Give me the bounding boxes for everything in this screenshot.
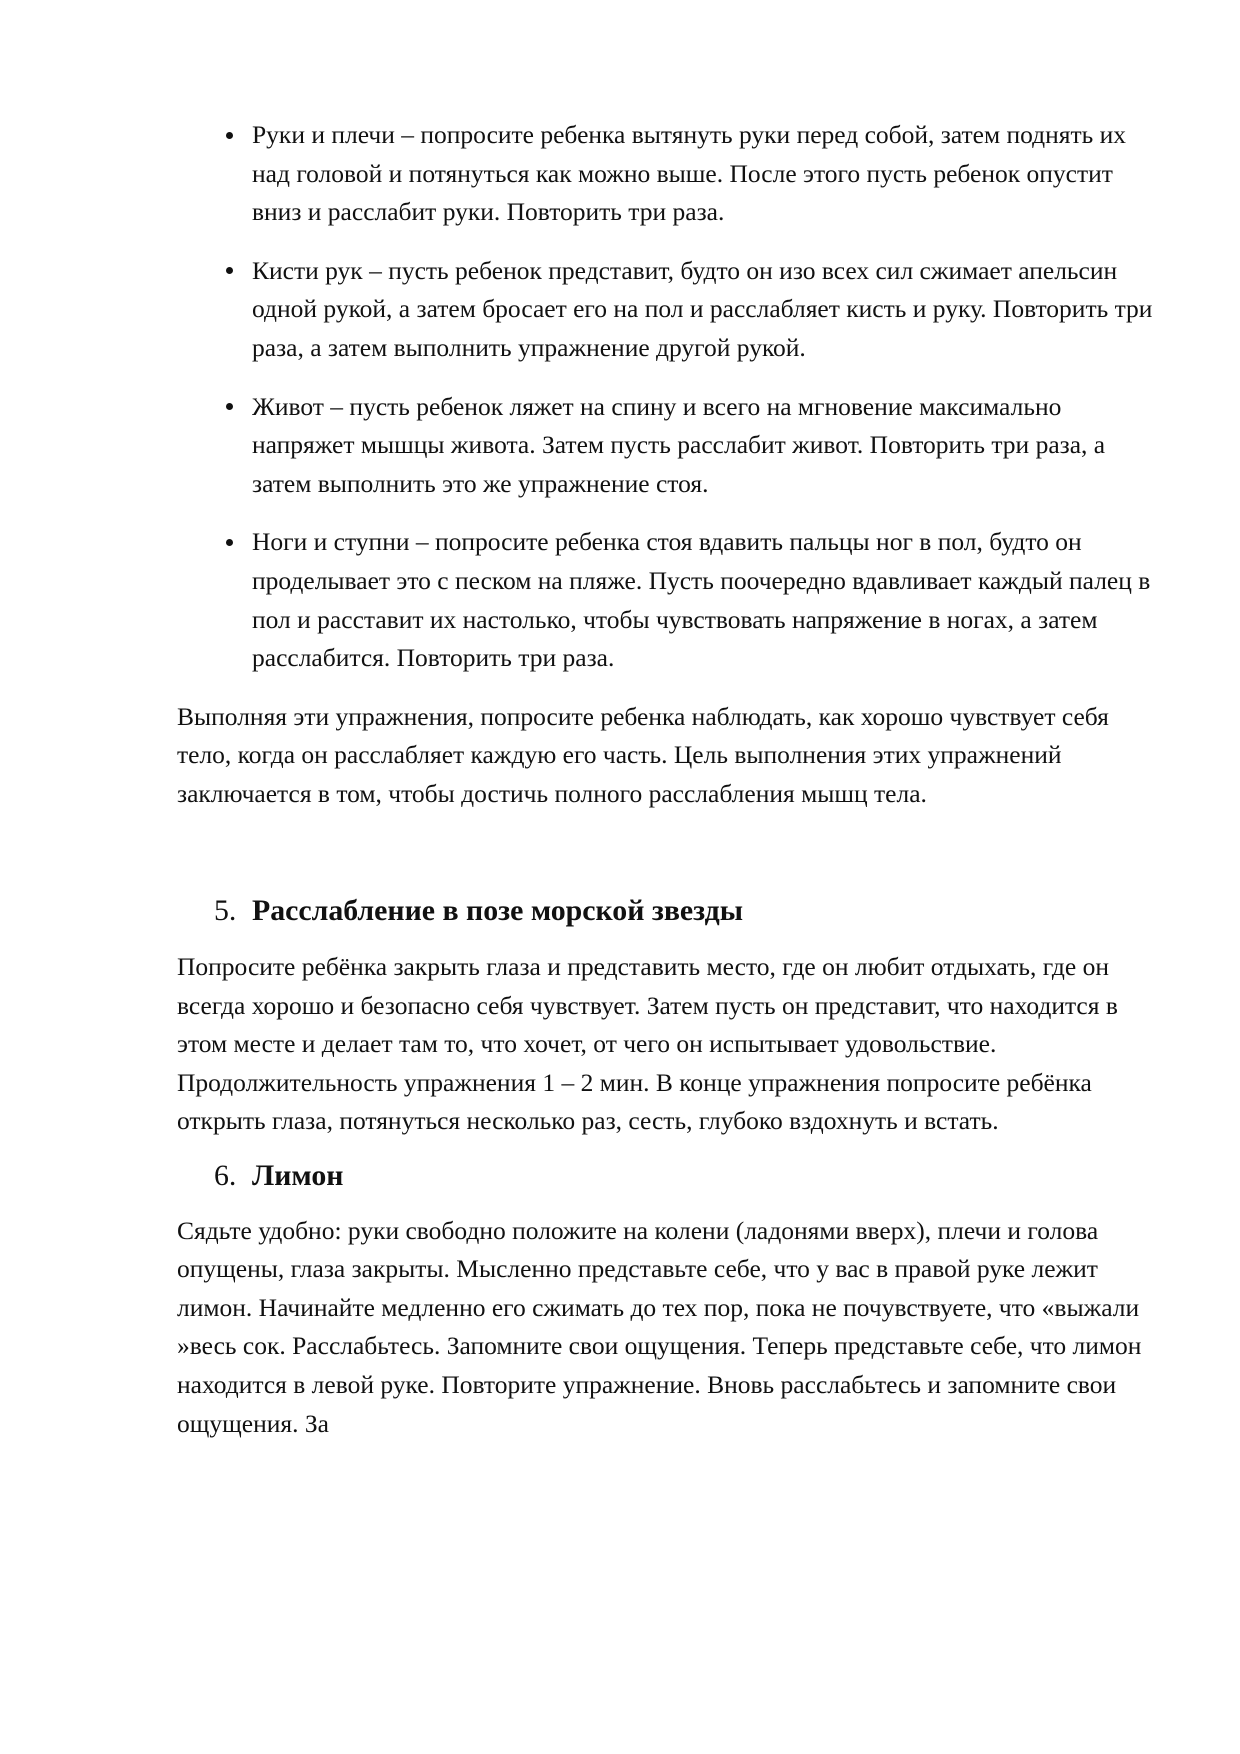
bullet-icon — [219, 252, 239, 291]
section-title: Лимон — [252, 1159, 344, 1193]
bullet-icon — [219, 523, 239, 562]
section-paragraph-lemon: Сядьте удобно: руки свободно положите на колени (ладонями вверх), плечи и голова опущены, глаза закрыты. Мысленно представьте себе, что у вас в правой руке лежит лимон. Начинайте медленно его сжимать до тех пор, пока не почувствуете, что «выжали »весь сок. Расслабьтесь. Запомните свои ощущения. Теперь представьте себе, что лимон находится в левой руке. Повторите упражнение. Вновь расслабьтесь и запомните свои ощущения. За — [177, 1215, 1142, 1438]
section-number: 5. — [214, 893, 237, 927]
section-heading-starfish — [177, 892, 1167, 931]
bullet-text: Кисти рук – пусть ребенок представит, будто он изо всех сил сжимает апельсин одной рукой, а затем бросает его на пол и расслабляет кисть и руку. Повторить три раза, а затем выполнить упражнение другой рукой. — [252, 255, 1153, 362]
bullet-icon — [219, 116, 239, 155]
summary-paragraph: Выполняя эти упражнения, попросите ребенка наблюдать, как хорошо чувствует себя тело, когда он расслабляет каждую его часть. Цель выполнения этих упражнений заключается в том, чтобы достичь полного расслабления мышц тела. — [177, 701, 1109, 808]
section-heading-lemon — [177, 1157, 1167, 1196]
bullet-item-belly — [177, 388, 1167, 504]
exercise-bullet-list — [177, 116, 1167, 678]
section-title: Расслабление в позе морской звезды — [252, 893, 743, 927]
bullet-icon — [219, 388, 239, 427]
bullet-text: Руки и плечи – попросите ребенка вытянуть руки перед собой, затем поднять их над головой и потянуться как можно выше. После этого пусть ребенок опустит вниз и расслабит руки. Повторить три раза. — [252, 120, 1127, 227]
page-content — [177, 116, 1167, 1443]
bullet-text: Живот – пусть ребенок ляжет на спину и всего на мгновение максимально напряжет мышцы живота. Затем пусть расслабит живот. Повторить три раза, а затем выполнить это же упражнение стоя. — [252, 391, 1106, 498]
section-number: 6. — [214, 1159, 237, 1193]
section-paragraph-starfish: Попросите ребёнка закрыть глаза и представить место, где он любит отдыхать, где он всегда хорошо и безопасно себя чувствует. Затем пусть он представит, что находится в этом месте и делает там то, что хочет, от чего он испытывает удовольствие. Продолжительность упражнения 1 – 2 мин. В конце упражнения попросите ребёнка открыть глаза, потянуться несколько раз, сесть, глубоко вздохнуть и встать. — [177, 952, 1118, 1136]
bullet-item-hands — [177, 252, 1167, 368]
bullet-item-legs-feet — [177, 523, 1167, 677]
bullet-item-arms-shoulders — [177, 116, 1167, 232]
bullet-text: Ноги и ступни – попросите ребенка стоя вдавить пальцы ног в пол, будто он проделывает это с песком на пляже. Пусть поочередно вдавливает каждый палец в пол и расставит их настолько, чтобы чувствовать напряжение в ногах, а затем расслабится. Повторить три раза. — [252, 527, 1151, 673]
